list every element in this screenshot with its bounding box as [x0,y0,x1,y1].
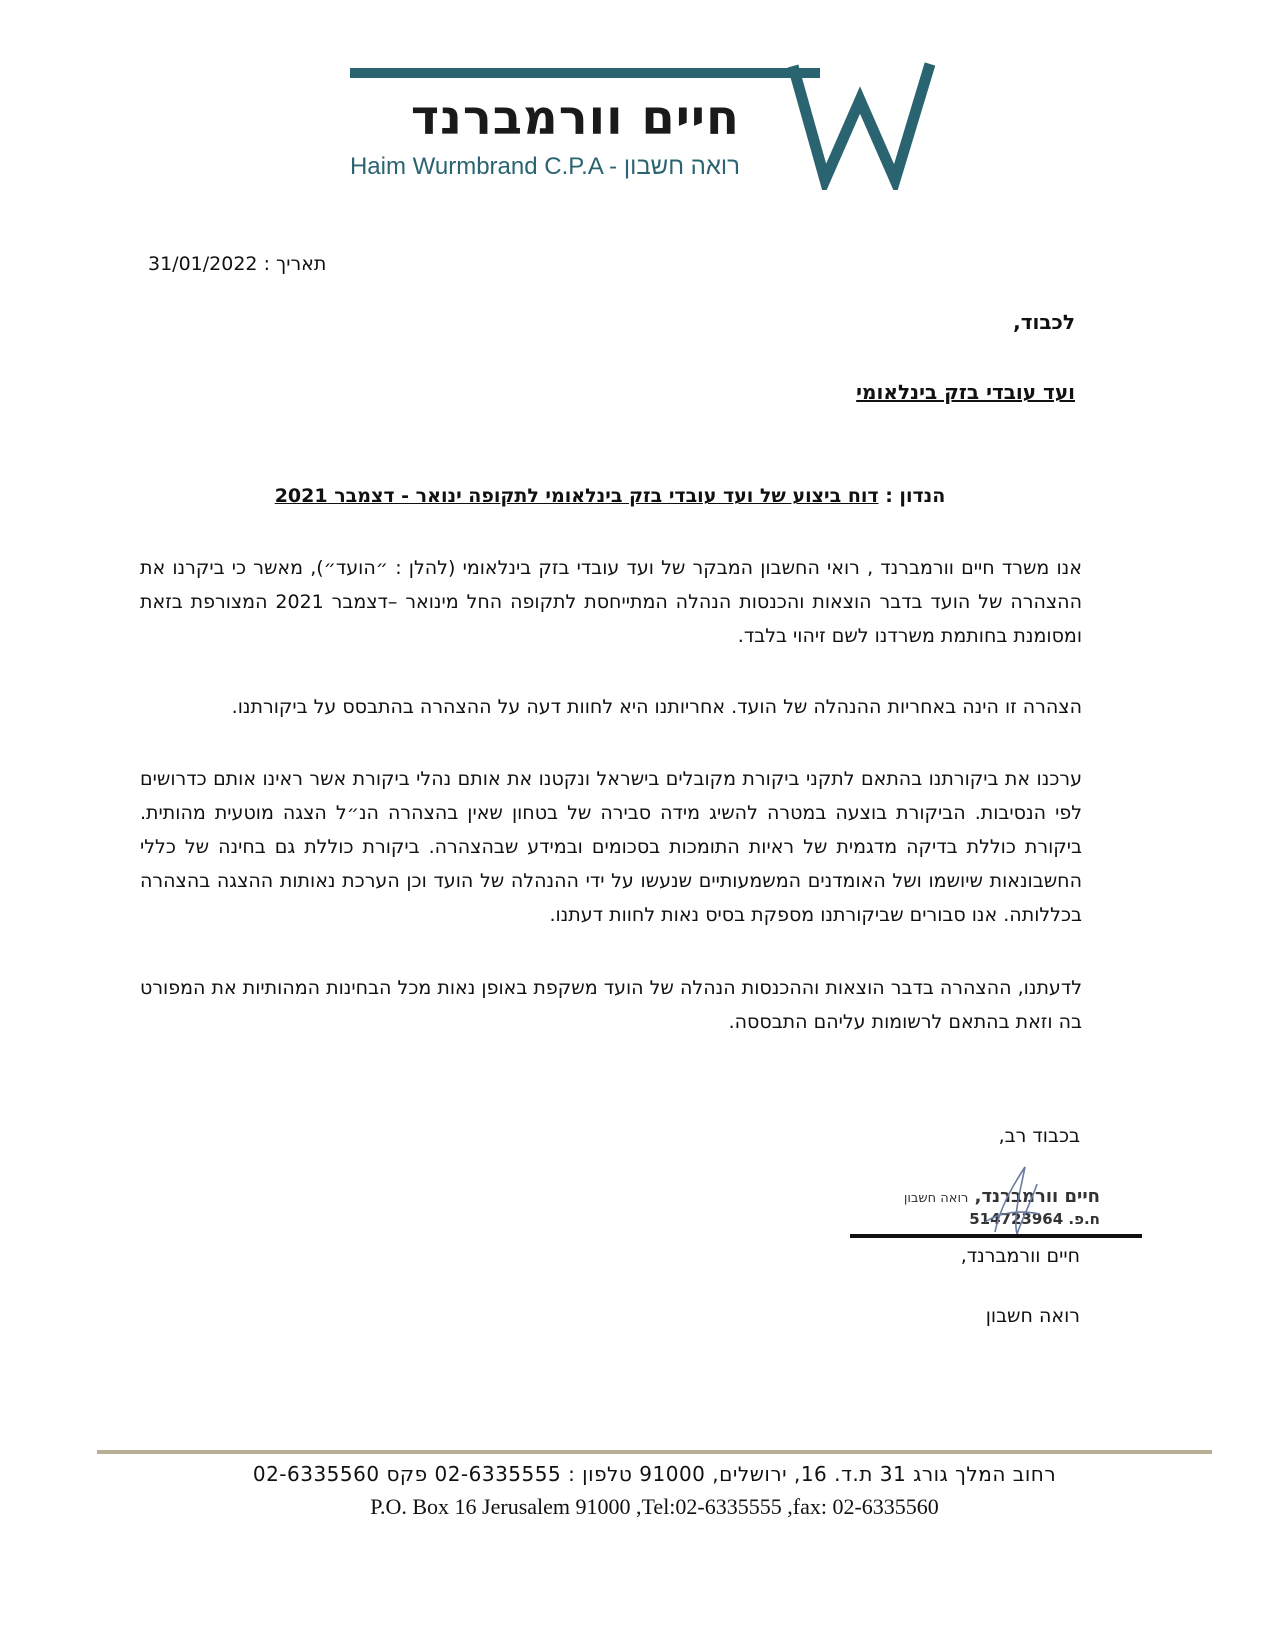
closing-text: בכבוד רב, [998,1125,1080,1147]
body-paragraph: ערכנו את ביקורתנו בהתאם לתקני ביקורת מקובלים בישראל ונקטנו את אותם נהלי ביקורת אשר ראינו אותם כדרושים לפי הנסיבות. הביקורת בוצעה במטרה להשיג מידה סבירה של בטחון שאין בהצהרה הנ״ל הצגה מוטעית מהותית. ביקורת כוללת בדיקה מדגמית של ראיות התומכות בסכומים ובמידע שבהצהרה. ביקורת כוללת גם בחינה של כללי החשבונאות שיושמו ושל האומדנים המשמעותיים שנעשו על ידי ההנהלה של הועד וכן הערכת נאותות ההצגה בהצהרה בכללותה. אנו סבורים שביקורתנו מספקת בסיס נאות לחוות דעתנו. [140,768,1082,926]
date-line [148,253,326,275]
stamp-name: חיים וורמברנד, [974,1186,1100,1207]
w-monogram-icon [785,60,935,190]
recipient-name: ועד עובדי בזק בינלאומי [856,380,1075,404]
signer-title: רואה חשבון [985,1305,1080,1327]
signer-name: חיים וורמברנד, [960,1245,1080,1267]
stamp-id: 514723964 [969,1210,1064,1228]
handwritten-signature-icon [975,1162,1045,1242]
footer-address-hebrew: רחוב המלך גורג 31 ת.ד. 16, ירושלים, 91000 טלפון : 02-6335555 פקס 02-6335560 [252,1462,1057,1486]
firm-subtitle: Haim Wurmbrand C.P.A - רואה חשבון [349,153,740,180]
subject-label: הנדון : [885,485,946,507]
date-value: 31/01/2022 [148,253,258,275]
date-label: תאריך : [263,253,327,275]
body-paragraph: אנו משרד חיים וורמברנד , רואי החשבון המבקר של ועד עובדי בזק בינלאומי (להלן : ״הועד״), מאשר כי ביקרנו את ההצהרה של הועד בדבר הוצאות והכנסות הנהלה המתייחסת לתקופה החל מינואר –דצמבר 2021 המצורפת בזאת ומסומנת בחותמת משרדנו לשם זיהוי בלבד. [140,557,1082,647]
salutation: לכבוד, [1013,310,1075,334]
subject-line [140,485,1080,507]
signature-line [850,1234,1142,1238]
logo-bar [350,68,820,78]
body-paragraph: לדעתנו, ההצהרה בדבר הוצאות וההכנסות הנהלה של הועד משקפת באופן נאות מכל הבחינות המהותיות את המפורט בה וזאת בהתאם לרשומות עליהם התבססה. [140,977,1082,1033]
letterhead-logo [330,60,930,195]
footer-address-english: P.O. Box 16 Jerusalem 91000 ,Tel:02-6335555 ,fax: 02-6335560 [370,1494,939,1519]
subject-text: דוח ביצוע של ועד עובדי בזק בינלאומי לתקופה ינואר - דצמבר 2021 [274,485,879,507]
footer-divider [97,1450,1212,1454]
stamp-id-label: ח.פ. [1068,1210,1100,1228]
stamp-title: רואה חשבון [903,1191,969,1206]
firm-name: חיים וורמברנד [410,90,740,146]
body-paragraph: הצהרה זו הינה באחריות ההנהלה של הועד. אחריותנו היא לחוות דעה על ההצהרה בהתבסס על ביקורתנו. [231,696,1082,718]
